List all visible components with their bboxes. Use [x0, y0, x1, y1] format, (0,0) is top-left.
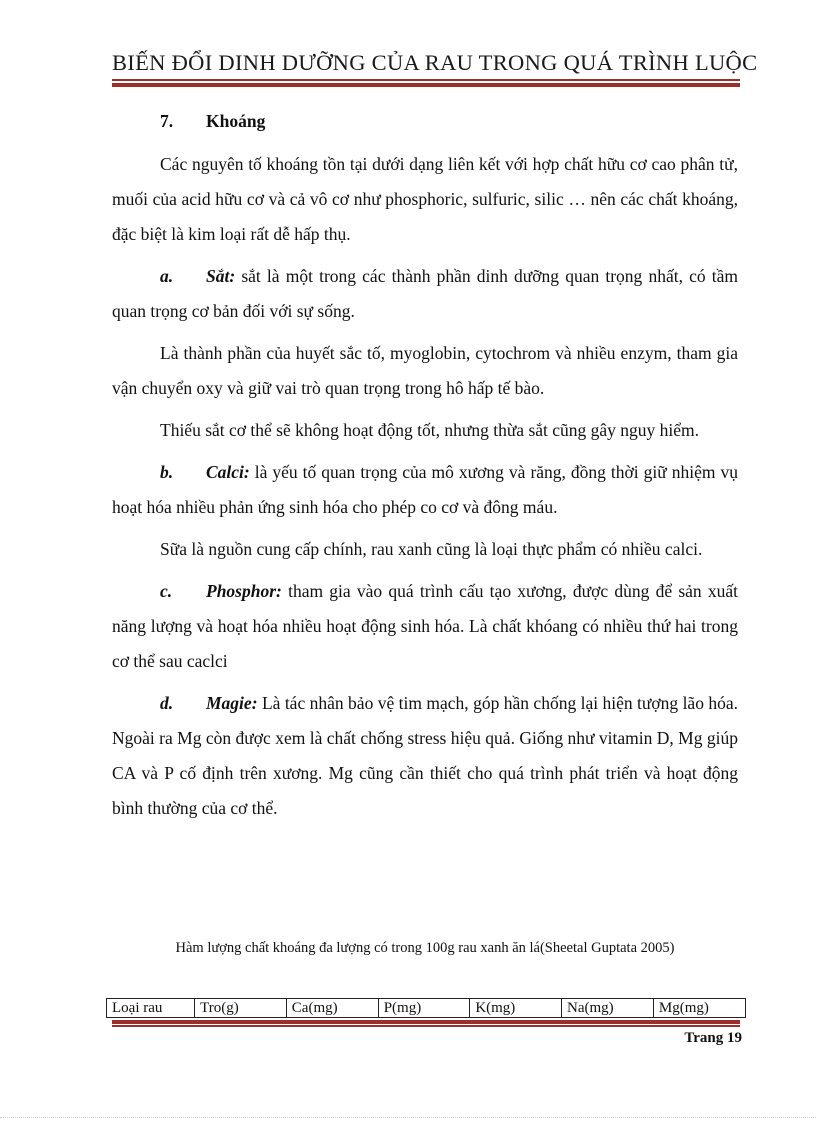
item-a-name: Sắt:: [206, 266, 236, 286]
page-number: Trang 19: [684, 1030, 742, 1046]
document-body: [112, 104, 738, 833]
table-header-cell: Tro(g): [195, 999, 287, 1018]
table-header-cell: Na(mg): [562, 999, 654, 1018]
item-a-paragraph: [112, 259, 738, 329]
section-heading: [112, 104, 738, 139]
item-b-text: là yếu tố quan trọng của mô xương và răng, đồng thời giữ nhiệm vụ hoạt hóa nhiều phản ứng sinh hóa cho phép co cơ và đông máu.: [112, 462, 739, 517]
item-b-name: Calci:: [206, 462, 250, 482]
item-c-letter: c.: [160, 581, 173, 601]
table-header-cell: P(mg): [378, 999, 470, 1018]
item-d-paragraph: [112, 686, 738, 826]
item-b-letter: b.: [160, 462, 174, 482]
item-b-paragraph: [112, 455, 738, 525]
item-b-paragraph-2: Sữa là nguồn cung cấp chính, rau xanh cũng là loại thực phẩm có nhiều calci.: [160, 539, 703, 559]
item-a-letter: a.: [160, 266, 174, 286]
footer-rule-thick: [112, 1020, 740, 1024]
footer-rule-thin: [112, 1025, 740, 1027]
page-header-title: BIẾN ĐỔI DINH DƯỠNG CỦA RAU TRONG QUÁ TRÌNH LUỘC: [112, 50, 758, 75]
header-rule-thick: [112, 83, 740, 87]
section-number: 7.: [160, 111, 174, 131]
item-a-paragraph-3: Thiếu sắt cơ thể sẽ không hoạt động tốt, nhưng thừa sắt cũng gây nguy hiểm.: [160, 420, 700, 440]
item-d-letter: d.: [160, 693, 174, 713]
page-bottom-dotted-line: [0, 1117, 816, 1118]
item-c-paragraph: [112, 574, 738, 679]
table-header-cell: Mg(mg): [653, 999, 745, 1018]
item-c-name: Phosphor:: [206, 581, 282, 601]
mineral-table: [106, 998, 746, 1018]
item-d-text: Là tác nhân bảo vệ tim mạch, góp hần chống lại hiện tượng lão hóa. Ngoài ra Mg còn được xem là chất chống stress hiệu quả. Giống như vitamin D, Mg giúp CA và P cố định trên xương. Mg cũng cần thiết cho quá trình phát triển và hoạt động bình thường của cơ thể.: [112, 693, 739, 818]
table-header-cell: K(mg): [470, 999, 562, 1018]
section-title: Khoáng: [206, 111, 266, 131]
table-header-cell: Loại rau: [107, 999, 195, 1018]
item-d-name: Magie:: [206, 693, 258, 713]
item-a-text: sắt là một trong các thành phần dinh dưỡng quan trọng nhất, có tầm quan trọng cơ bản đối với sự sống.: [112, 266, 738, 321]
table-header-row: [107, 999, 746, 1018]
table-header-cell: Ca(mg): [286, 999, 378, 1018]
header-rule-thin: [112, 79, 740, 81]
item-c-text: tham gia vào quá trình cấu tạo xương, được dùng để sản xuất năng lượng và hoạt hóa nhiều hoạt động sinh hóa. Là chất khóang có nhiều thứ hai trong cơ thể sau caclci: [112, 581, 739, 671]
item-a-paragraph-2: Là thành phần của huyết sắc tố, myoglobin, cytochrom và nhiều enzym, tham gia vận chuyển oxy và giữ vai trò quan trọng trong hô hấp tế bào.: [112, 343, 738, 398]
section-intro: Các nguyên tố khoáng tồn tại dưới dạng liên kết với hợp chất hữu cơ cao phân tử, muối của acid hữu cơ và cả vô cơ như phosphoric, sulfuric, silic … nên các chất khoáng, đặc biệt là kim loại rất dễ hấp thụ.: [112, 154, 738, 244]
table-caption: Hàm lượng chất khoáng đa lượng có trong 100g rau xanh ăn lá(Sheetal Guptata 2005): [175, 940, 675, 956]
